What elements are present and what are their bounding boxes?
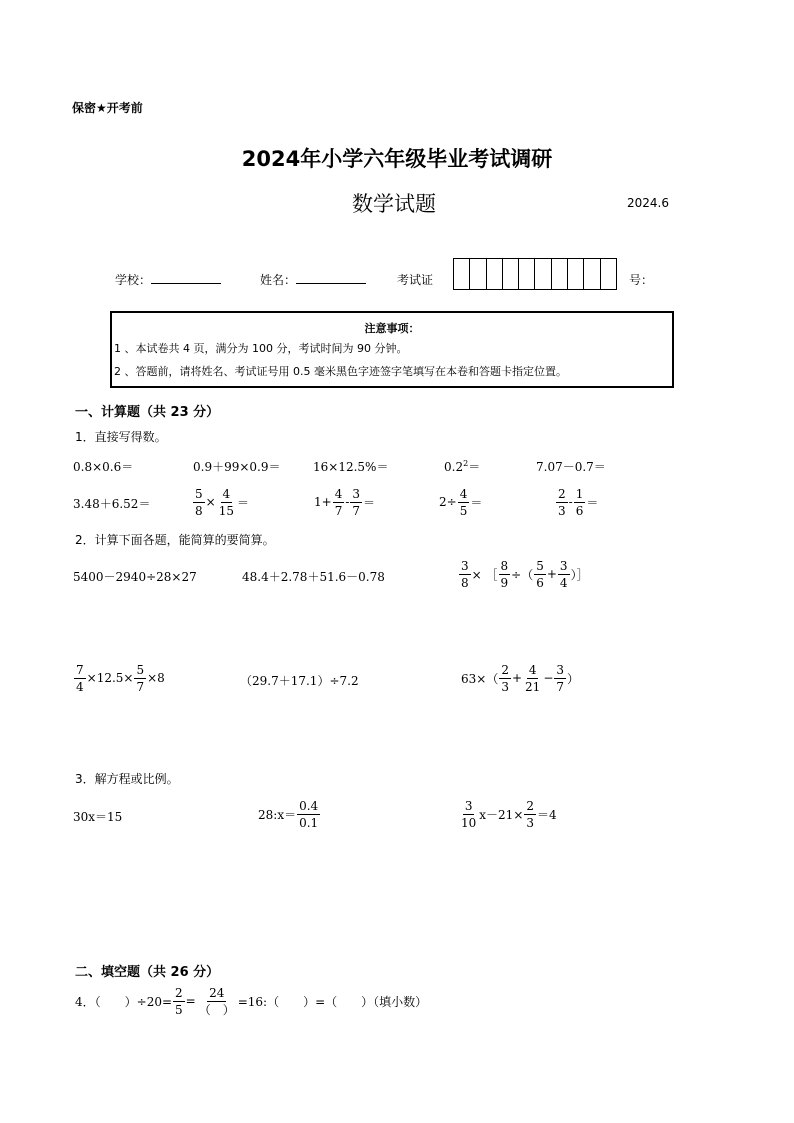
- fraction: [74, 664, 86, 693]
- q1-item-4: [444, 458, 480, 475]
- fraction: [350, 488, 362, 517]
- q3-item-3: [458, 796, 557, 832]
- q1-item-10: [555, 484, 598, 520]
- exam-id-cell[interactable]: [519, 259, 535, 289]
- numerator: 4: [222, 486, 231, 501]
- q3-item-1: 30x＝15: [73, 810, 123, 824]
- denominator[interactable]: （ ）: [198, 1002, 235, 1017]
- prefix: 2÷: [439, 495, 457, 509]
- q1-item-3: 16×12.5%＝: [313, 460, 389, 474]
- exam-id-cell[interactable]: [503, 259, 519, 289]
- fraction: [534, 560, 546, 589]
- q1-item-6: 3.48＋6.52＝: [73, 497, 151, 511]
- question-3-label: 3．解方程或比例。: [75, 772, 179, 786]
- operator: ）: [567, 671, 580, 686]
- notice-line-1: 1 、本试卷共 4 页，满分为 100 分，考试时间为 90 分钟。: [114, 342, 408, 355]
- numerator: 3: [461, 558, 469, 573]
- q2-item-1: 5400－2940÷28×27: [73, 570, 197, 584]
- operator: 63×（: [461, 671, 499, 686]
- q2-item-2: 48.4＋2.78＋51.6－0.78: [242, 570, 385, 584]
- denominator: 7: [136, 679, 145, 694]
- exam-id-cell[interactable]: [568, 259, 584, 289]
- q2-item-3: [458, 556, 589, 592]
- exam-id-label: 考试证: [397, 273, 434, 287]
- q1-item-1: 0.8×0.6＝: [73, 460, 134, 474]
- operator: ×8: [147, 671, 165, 685]
- operator: -: [345, 495, 350, 509]
- school-label: 学校：: [115, 273, 152, 287]
- operator: -: [568, 495, 573, 509]
- q1-item-7: [192, 484, 249, 520]
- operator: x－21×: [479, 807, 524, 822]
- denominator: 21: [525, 679, 541, 694]
- section-1-heading: 一、计算题（共 23 分）: [75, 405, 220, 420]
- denominator: 10: [461, 815, 477, 830]
- numerator: 1: [575, 486, 584, 501]
- q1-item-8: [314, 484, 375, 520]
- q1-item-5: 7.07－0.7＝: [536, 460, 606, 474]
- numerator: 3: [352, 486, 361, 501]
- fraction: [574, 488, 586, 517]
- school-field[interactable]: [115, 271, 221, 288]
- operator: ×12.5×: [86, 671, 134, 685]
- notice-title: 注意事项：: [364, 322, 420, 335]
- numerator: 4: [334, 486, 343, 501]
- exam-id-cell[interactable]: [552, 259, 568, 289]
- numerator: 2: [501, 662, 509, 677]
- fraction: [197, 987, 237, 1016]
- operator: × ［: [471, 567, 498, 582]
- fraction: [558, 560, 570, 589]
- numerator: 8: [500, 558, 509, 573]
- confidential-label: 保密★开考前: [72, 101, 143, 115]
- denominator: 6: [575, 503, 584, 518]
- question-2-label: 2．计算下面各题，能简算的要简算。: [75, 533, 275, 547]
- exam-id-cell[interactable]: [601, 259, 616, 289]
- numerator: 3: [464, 798, 473, 813]
- notice-box: [110, 311, 674, 388]
- equals: ＝: [470, 495, 483, 510]
- denominator: 3: [558, 503, 566, 518]
- denominator: 7: [334, 503, 343, 518]
- number-label: 号：: [629, 273, 654, 287]
- page-subtitle: 数学试题: [352, 192, 436, 216]
- equals: ＝: [236, 495, 249, 510]
- numerator: 5: [536, 558, 544, 573]
- denominator: 8: [461, 575, 469, 590]
- question-1-label: 1．直接写得数。: [75, 430, 167, 444]
- fraction: [217, 488, 236, 517]
- denominator: 4: [559, 575, 568, 590]
- operator: +: [546, 567, 557, 581]
- fraction: [556, 488, 568, 517]
- prefix: 1+: [314, 495, 332, 509]
- denominator: 3: [501, 679, 509, 694]
- q1-item-4-exponent: 2: [463, 459, 469, 468]
- operator: +: [511, 671, 523, 685]
- question-4: [75, 983, 427, 1019]
- fraction: [193, 488, 205, 517]
- exam-id-cell[interactable]: [470, 259, 486, 289]
- section-2-heading: 二、填空题（共 26 分）: [75, 965, 220, 980]
- numerator: 3: [559, 558, 568, 573]
- equals: ＝: [363, 495, 376, 510]
- denominator: 5: [175, 1002, 183, 1017]
- fraction: [297, 800, 320, 829]
- equals: =: [185, 994, 196, 1008]
- exam-id-cell[interactable]: [487, 259, 503, 289]
- fraction: [499, 560, 511, 589]
- denominator: 6: [536, 575, 544, 590]
- fraction: [134, 664, 146, 693]
- q3-item-2: [258, 796, 321, 832]
- operator: ×: [205, 495, 216, 509]
- exam-id-cell[interactable]: [535, 259, 551, 289]
- numerator: 5: [136, 662, 145, 677]
- school-blank[interactable]: [151, 271, 221, 284]
- exam-id-cell[interactable]: [584, 259, 600, 289]
- prefix: 28:x＝: [258, 807, 297, 822]
- numerator: 4: [528, 662, 537, 677]
- equals: ＝: [586, 495, 599, 510]
- operator: −: [543, 671, 554, 685]
- fraction: [458, 488, 470, 517]
- fraction: [173, 987, 185, 1016]
- denominator: 7: [556, 679, 565, 694]
- fraction: [459, 800, 478, 829]
- page-title: 2024年小学六年级毕业考试调研: [241, 147, 553, 171]
- denominator: 9: [500, 575, 509, 590]
- denominator: 15: [218, 503, 234, 518]
- numerator: 4: [459, 486, 468, 501]
- q4-prefix: 4．（ ）÷20=: [75, 994, 173, 1009]
- q2-item-4: [73, 660, 165, 696]
- numerator: 7: [76, 662, 84, 677]
- q2-item-5: （29.7＋17.1）÷7.2: [240, 674, 359, 688]
- denominator: 3: [526, 815, 535, 830]
- notice-line-2: 2 、答题前，请将姓名、考试证号用 0.5 毫米黑色字迹签字笔填写在本卷和答题卡指定位置。: [114, 365, 567, 378]
- denominator: 0.1: [299, 815, 319, 830]
- numerator: 5: [195, 486, 203, 501]
- name-field[interactable]: [260, 271, 366, 288]
- numerator: 2: [175, 985, 183, 1000]
- q1-item-4-equals: ＝: [468, 460, 481, 474]
- fraction: [523, 664, 542, 693]
- fraction: [524, 800, 536, 829]
- denominator: 5: [459, 503, 468, 518]
- fraction: [554, 664, 566, 693]
- denominator: 8: [195, 503, 203, 518]
- q1-item-9: [439, 484, 482, 520]
- fraction: [499, 664, 511, 693]
- operator: ）］: [570, 567, 589, 582]
- q2-item-6: [461, 660, 579, 696]
- numerator: 0.4: [299, 798, 319, 813]
- operator: ÷（: [511, 567, 534, 582]
- exam-date: 2024.6: [627, 196, 669, 210]
- exam-id-cell[interactable]: [454, 259, 470, 289]
- numerator: 2: [558, 486, 566, 501]
- fraction: [333, 488, 345, 517]
- operator: ＝4: [537, 807, 557, 822]
- q1-item-4-base: 0.2: [444, 460, 464, 474]
- q4-suffix: =16:（ ）=（ ）（填小数）: [237, 994, 428, 1009]
- name-blank[interactable]: [296, 271, 366, 284]
- q1-item-2: 0.9＋99×0.9＝: [193, 460, 281, 474]
- name-label: 姓名：: [260, 273, 297, 287]
- denominator: 4: [76, 679, 84, 694]
- fraction: [459, 560, 471, 589]
- numerator: 24: [209, 985, 225, 1000]
- numerator: 3: [556, 662, 565, 677]
- numerator: 2: [526, 798, 535, 813]
- exam-id-boxes[interactable]: [453, 258, 617, 290]
- denominator: 7: [352, 503, 361, 518]
